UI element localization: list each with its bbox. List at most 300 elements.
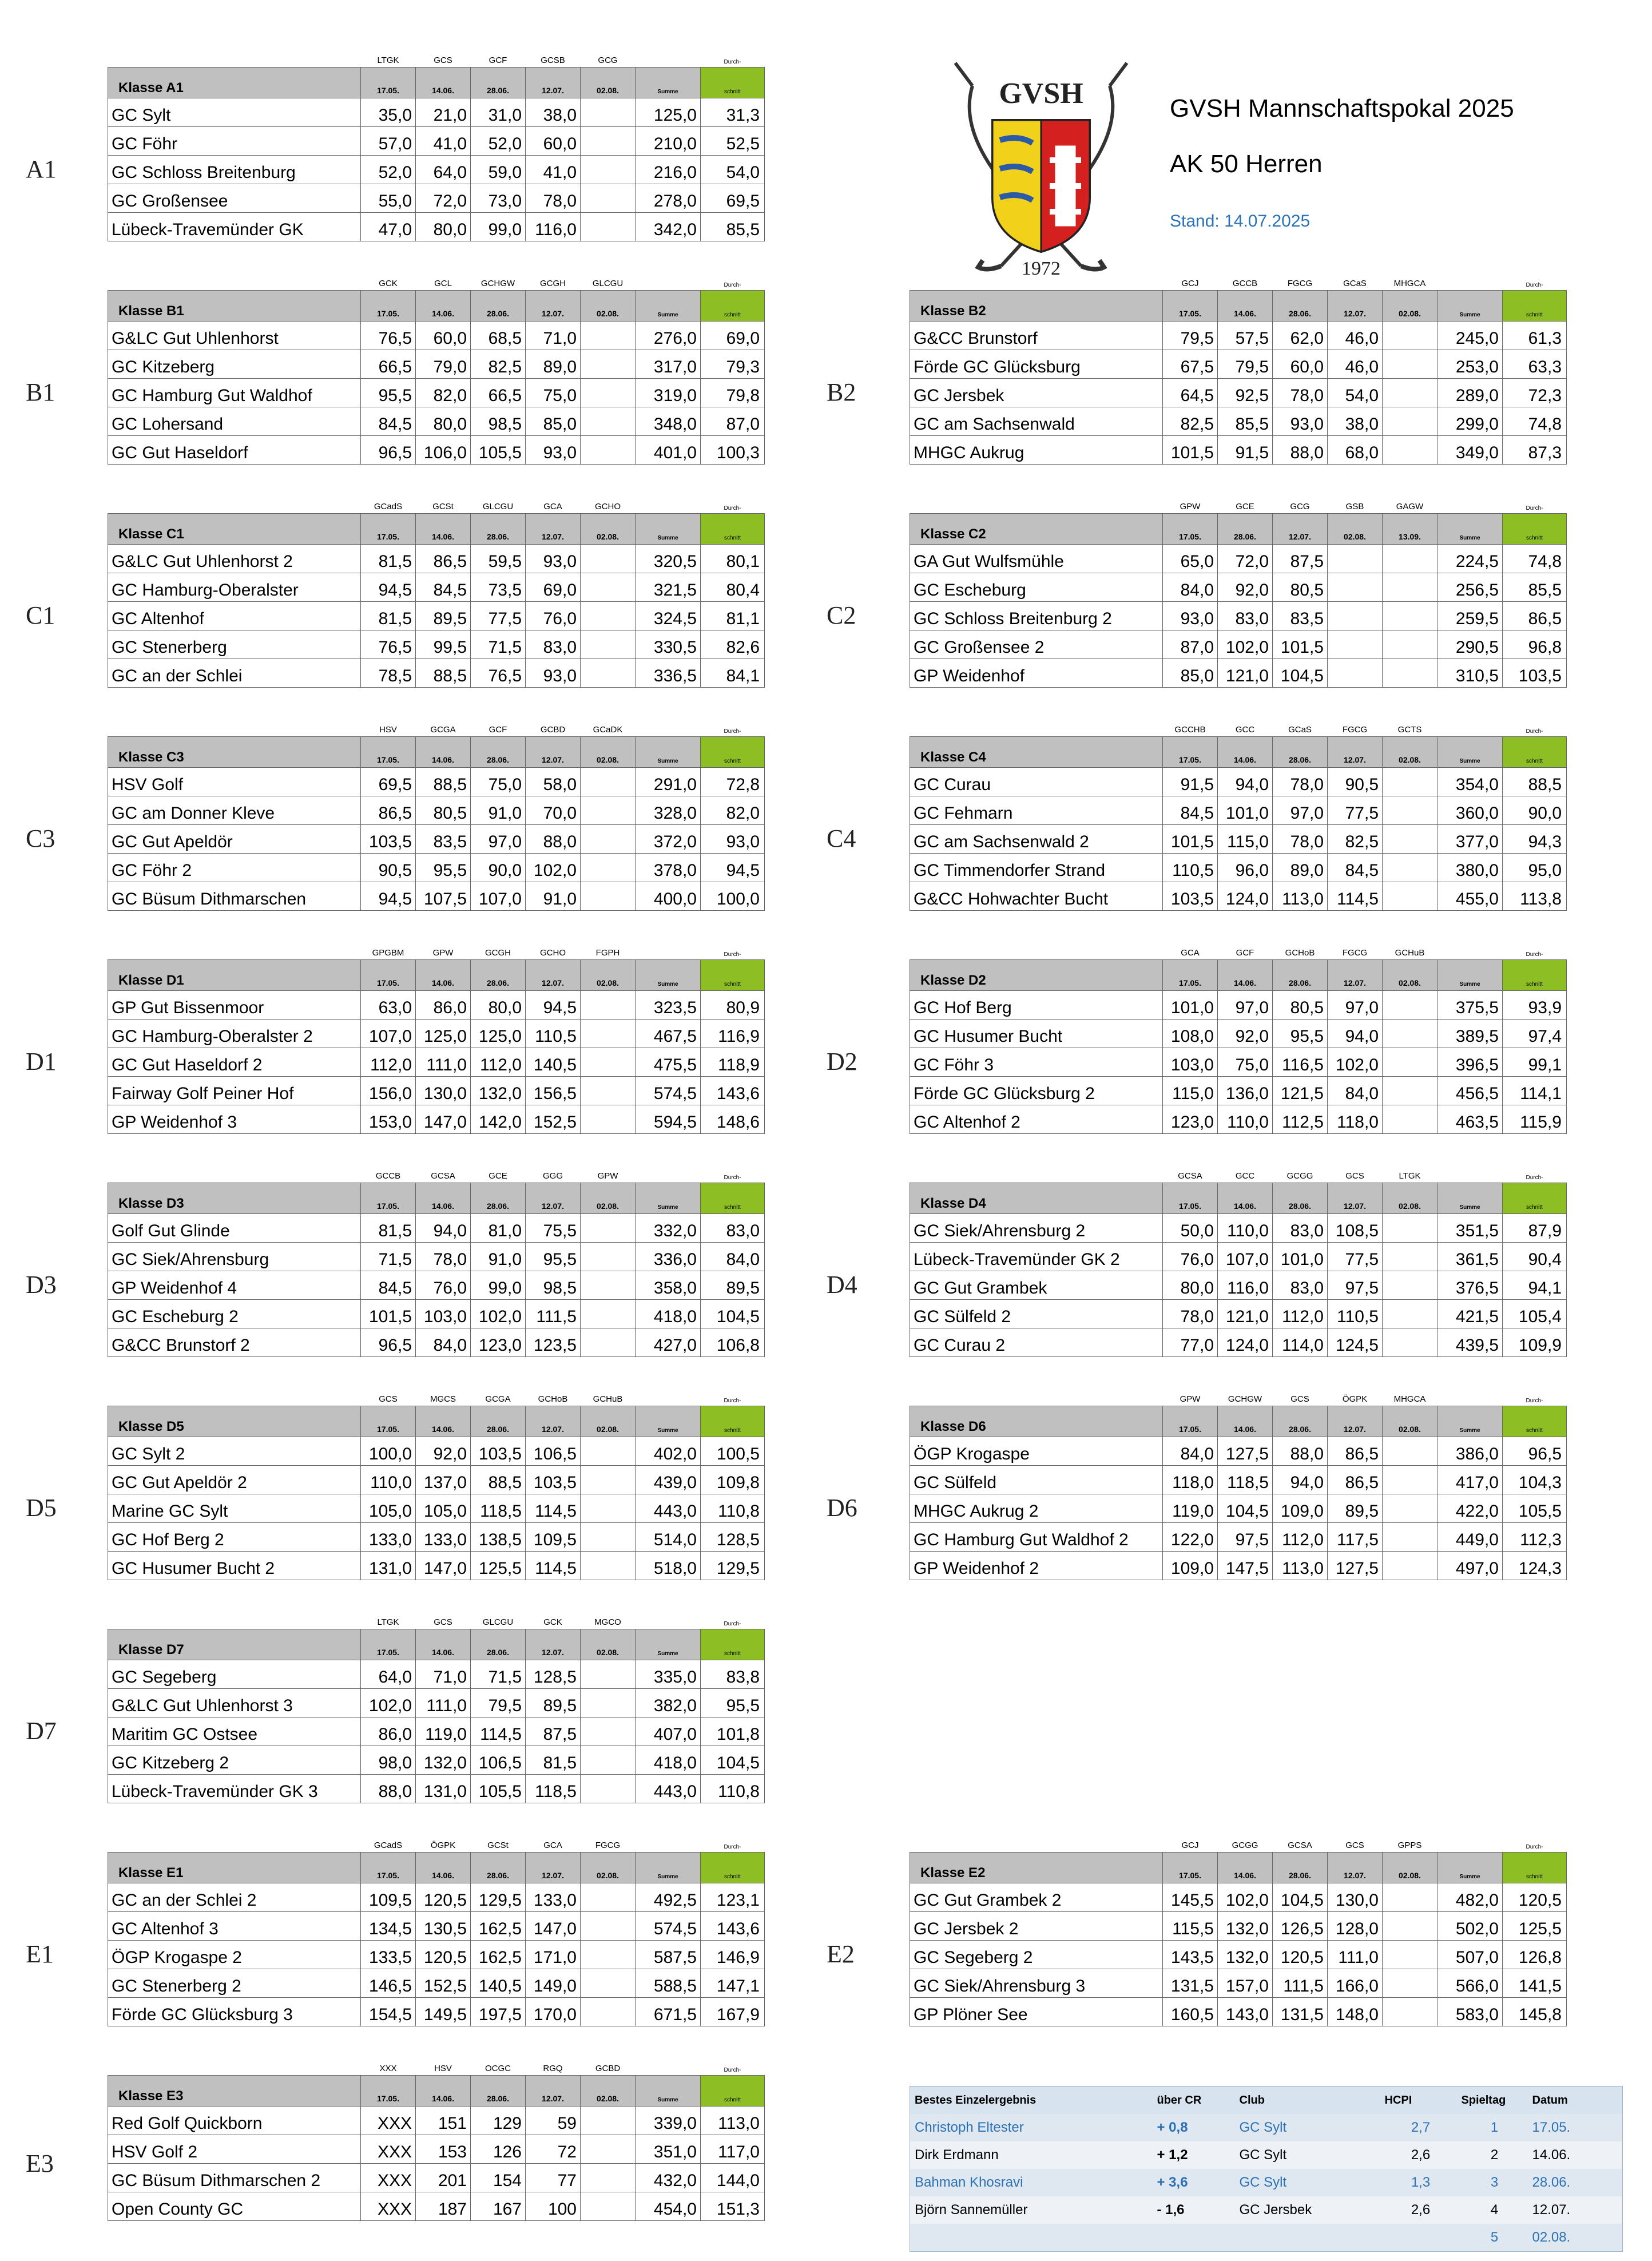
average: 89,5 xyxy=(701,1271,765,1300)
score xyxy=(1383,1998,1437,2026)
score: 120,5 xyxy=(416,1883,471,1912)
score: 78,0 xyxy=(1273,768,1328,796)
durch-label: Durch- xyxy=(724,728,741,735)
score: 84,0 xyxy=(416,1328,471,1357)
score: 71,5 xyxy=(471,630,526,659)
score: 89,0 xyxy=(526,350,581,379)
club-abbr: GCF xyxy=(489,55,507,65)
average: 83,8 xyxy=(701,1660,765,1689)
abbr-spacer xyxy=(1437,721,1503,737)
average: 95,5 xyxy=(701,1689,765,1717)
abbr-spacer xyxy=(636,1613,701,1629)
round-date: 14.06. xyxy=(416,737,471,768)
summe-header: Summe xyxy=(1437,1853,1503,1883)
score: 93,0 xyxy=(1273,407,1328,436)
team-name: GC Segeberg 2 xyxy=(910,1941,1163,1969)
round-date: 17.05. xyxy=(361,514,416,545)
sum: 449,0 xyxy=(1437,1523,1503,1552)
average: 109,8 xyxy=(701,1466,765,1494)
round-date: 14.06. xyxy=(416,1853,471,1883)
average: 143,6 xyxy=(701,1077,765,1105)
average: 96,5 xyxy=(1503,1437,1567,1466)
score: 73,5 xyxy=(471,573,526,602)
score: 80,5 xyxy=(416,796,471,825)
team-name: GC Großensee 2 xyxy=(910,630,1163,659)
score: 112,0 xyxy=(1273,1523,1328,1552)
sum: 330,5 xyxy=(636,630,701,659)
score xyxy=(581,1689,636,1717)
table-row xyxy=(108,2192,765,2221)
score: 116,0 xyxy=(526,213,581,241)
sum: 348,0 xyxy=(636,407,701,436)
abbr-spacer xyxy=(108,1613,361,1629)
score xyxy=(581,98,636,127)
score xyxy=(581,1328,636,1357)
round-date: 02.08. xyxy=(1383,291,1437,322)
abbr-spacer xyxy=(1437,944,1503,960)
score: 121,0 xyxy=(1218,1300,1273,1328)
score: 113,0 xyxy=(1273,1552,1328,1580)
score: 101,5 xyxy=(1163,436,1218,465)
team-name: GC Büsum Dithmarschen xyxy=(108,882,361,911)
score: 107,0 xyxy=(1218,1243,1273,1271)
table-row xyxy=(910,1523,1567,1552)
sum: 210,0 xyxy=(636,127,701,156)
team-name: GC Sylt xyxy=(108,98,361,127)
team-name: GC Schloss Breitenburg 2 xyxy=(910,602,1163,630)
score: 89,5 xyxy=(526,1689,581,1717)
round-date: 12.07. xyxy=(1328,960,1383,991)
table-row xyxy=(108,2107,765,2135)
average: 74,8 xyxy=(1503,545,1567,573)
average: 96,8 xyxy=(1503,630,1567,659)
club-abbr: GCSt xyxy=(432,502,454,511)
club-abbr: GCGH xyxy=(485,948,511,958)
standings-table-c4 xyxy=(910,721,1567,911)
club-abbr: GCBD xyxy=(595,2064,621,2073)
club-name xyxy=(1235,2224,1380,2252)
score: 147,0 xyxy=(526,1912,581,1941)
table-row xyxy=(108,1494,765,1523)
player-name: Bahman Khosravi xyxy=(910,2169,1153,2196)
table-row xyxy=(108,350,765,379)
score: 94,0 xyxy=(1273,1466,1328,1494)
score: 111,0 xyxy=(1328,1941,1383,1969)
score: 86,0 xyxy=(361,1717,416,1746)
score: 156,5 xyxy=(526,1077,581,1105)
club-abbr: GCCHB xyxy=(1174,725,1206,735)
score xyxy=(581,379,636,407)
club-abbr: ÖGPK xyxy=(1342,1394,1368,1404)
score: 126,5 xyxy=(1273,1912,1328,1941)
abbr-spacer xyxy=(636,1836,701,1853)
score: 77 xyxy=(526,2164,581,2192)
summe-header: Summe xyxy=(1437,291,1503,322)
team-name: GC Gut Apeldör xyxy=(108,825,361,854)
team-name: GC am Sachsenwald xyxy=(910,407,1163,436)
klasse-title: Klasse C2 xyxy=(910,514,1163,545)
average: 110,8 xyxy=(701,1775,765,1803)
score xyxy=(581,1105,636,1134)
table-row xyxy=(108,127,765,156)
average: 113,0 xyxy=(701,2107,765,2135)
score: 107,0 xyxy=(471,882,526,911)
durch-label: Durch- xyxy=(1526,1844,1543,1850)
table-row xyxy=(910,322,1567,350)
score: 86,5 xyxy=(1328,1466,1383,1494)
team-name: GC Hamburg Gut Waldhof 2 xyxy=(910,1523,1163,1552)
sum: 417,0 xyxy=(1437,1466,1503,1494)
round-date: 17.05. xyxy=(361,1406,416,1437)
sum: 389,5 xyxy=(1437,1020,1503,1048)
table-row xyxy=(108,630,765,659)
table-row xyxy=(108,1689,765,1717)
score: 82,0 xyxy=(416,379,471,407)
table-row xyxy=(108,1912,765,1941)
sum: 482,0 xyxy=(1437,1883,1503,1912)
score: 84,0 xyxy=(1163,573,1218,602)
average: 90,4 xyxy=(1503,1243,1567,1271)
score: 72 xyxy=(526,2135,581,2164)
score: 118,5 xyxy=(526,1775,581,1803)
sum: 289,0 xyxy=(1437,379,1503,407)
abbr-spacer xyxy=(108,1167,361,1183)
score: 108,5 xyxy=(1328,1214,1383,1243)
score: 103,5 xyxy=(361,825,416,854)
hcpi xyxy=(1380,2224,1457,2252)
score: 89,0 xyxy=(1273,854,1328,882)
team-name: G&CC Brunstorf xyxy=(910,322,1163,350)
team-name: MHGC Aukrug 2 xyxy=(910,1494,1163,1523)
sum: 401,0 xyxy=(636,436,701,465)
sum: 475,5 xyxy=(636,1048,701,1077)
score: 85,5 xyxy=(1218,407,1273,436)
round-date: 28.06. xyxy=(1218,514,1273,545)
score: 147,0 xyxy=(416,1105,471,1134)
score: 68,5 xyxy=(471,322,526,350)
abbr-spacer xyxy=(636,1167,701,1183)
score: 129 xyxy=(471,2107,526,2135)
club-abbr: GPW xyxy=(1180,502,1201,511)
round-date: 17.05. xyxy=(1163,960,1218,991)
score: 124,0 xyxy=(1218,1328,1273,1357)
round-date: 12.07. xyxy=(526,1629,581,1660)
score xyxy=(1383,991,1437,1020)
score xyxy=(1383,1883,1437,1912)
over-cr: + 1,2 xyxy=(1153,2141,1235,2169)
round-date: 12.07. xyxy=(1328,1183,1383,1214)
score: 86,0 xyxy=(416,991,471,1020)
round-date: 14.06. xyxy=(416,514,471,545)
datum: 02.08. xyxy=(1528,2224,1623,2252)
score: 106,0 xyxy=(416,436,471,465)
score xyxy=(1383,768,1437,796)
table-row xyxy=(108,407,765,436)
score: 109,5 xyxy=(361,1883,416,1912)
sum: 418,0 xyxy=(636,1746,701,1775)
average: 128,5 xyxy=(701,1523,765,1552)
round-date: 02.08. xyxy=(1383,960,1437,991)
score: 143,0 xyxy=(1218,1998,1273,2026)
score: 86,5 xyxy=(361,796,416,825)
table-row xyxy=(910,630,1567,659)
score: 103,5 xyxy=(526,1466,581,1494)
table-header-row xyxy=(108,68,765,98)
team-name: GC Fehmarn xyxy=(910,796,1163,825)
score: 94,5 xyxy=(361,573,416,602)
durch-label: Durch- xyxy=(1526,1175,1543,1181)
durch-label: Durch- xyxy=(724,1844,741,1850)
sum: 454,0 xyxy=(636,2192,701,2221)
table-row xyxy=(910,659,1567,688)
club-abbr: GCHuB xyxy=(1395,948,1425,958)
sum: 291,0 xyxy=(636,768,701,796)
average: 100,3 xyxy=(701,436,765,465)
team-name: GC Siek/Ahrensburg xyxy=(108,1243,361,1271)
club-abbr: GCSt xyxy=(487,1840,509,1850)
sum: 351,0 xyxy=(636,2135,701,2164)
average: 82,0 xyxy=(701,796,765,825)
summe-header: Summe xyxy=(636,68,701,98)
score: 130,0 xyxy=(416,1077,471,1105)
score: 85,0 xyxy=(1163,659,1218,688)
score: 76,5 xyxy=(361,322,416,350)
team-name: GC Jersbek 2 xyxy=(910,1912,1163,1941)
club-name: GC Sylt xyxy=(1235,2141,1380,2169)
score xyxy=(581,825,636,854)
group-label: E1 xyxy=(26,1940,54,1968)
table-header-row xyxy=(108,1183,765,1214)
best-header-cell: Spieltag xyxy=(1457,2087,1528,2115)
score: 35,0 xyxy=(361,98,416,127)
club-abbr: GSB xyxy=(1345,502,1364,511)
score: 112,0 xyxy=(471,1048,526,1077)
score: 84,0 xyxy=(1328,1077,1383,1105)
klasse-title: Klasse D3 xyxy=(108,1183,361,1214)
score xyxy=(581,1494,636,1523)
score: 77,5 xyxy=(1328,796,1383,825)
score xyxy=(1383,1271,1437,1300)
round-date: 14.06. xyxy=(1218,1406,1273,1437)
score xyxy=(1383,882,1437,911)
score: 115,0 xyxy=(1218,825,1273,854)
score: 119,0 xyxy=(1163,1494,1218,1523)
round-date: 12.07. xyxy=(1273,514,1328,545)
team-name: GC Curau xyxy=(910,768,1163,796)
durch-label: Durch- xyxy=(1526,282,1543,288)
table-row xyxy=(910,350,1567,379)
team-name: GC Husumer Bucht 2 xyxy=(108,1552,361,1580)
round-date: 02.08. xyxy=(1383,1406,1437,1437)
durch-label: Durch- xyxy=(1526,1398,1543,1404)
club-abbr: GCaS xyxy=(1343,279,1367,288)
standings-table-a1 xyxy=(108,51,765,241)
round-date: 28.06. xyxy=(471,1406,526,1437)
table-header-row xyxy=(108,1406,765,1437)
team-name: GP Weidenhof 4 xyxy=(108,1271,361,1300)
klasse-title: Klasse E3 xyxy=(108,2076,361,2107)
team-name: GC Hamburg-Oberalster 2 xyxy=(108,1020,361,1048)
table-header-row xyxy=(108,2076,765,2107)
score: 84,5 xyxy=(361,1271,416,1300)
durch-label: Durch- xyxy=(724,1398,741,1404)
score: 60,0 xyxy=(1273,350,1328,379)
score xyxy=(1328,602,1383,630)
group-label: C4 xyxy=(827,824,856,852)
klasse-title: Klasse B1 xyxy=(108,291,361,322)
sum: 245,0 xyxy=(1437,322,1503,350)
round-date: 12.07. xyxy=(526,514,581,545)
table-row xyxy=(108,573,765,602)
score: 93,0 xyxy=(526,659,581,688)
summe-header: Summe xyxy=(1437,960,1503,991)
score: 83,0 xyxy=(1273,1271,1328,1300)
schnitt-header: schnitt xyxy=(701,514,765,545)
score: 88,0 xyxy=(1273,1437,1328,1466)
club-abbr: GCCB xyxy=(375,1171,401,1181)
score: 85,0 xyxy=(526,407,581,436)
standings-table-e1 xyxy=(108,1836,765,2026)
club-abbr: LTGK xyxy=(1399,1171,1421,1181)
sum: 594,5 xyxy=(636,1105,701,1134)
score: 60,0 xyxy=(526,127,581,156)
score: 102,0 xyxy=(526,854,581,882)
sum: 386,0 xyxy=(1437,1437,1503,1466)
table-row xyxy=(910,882,1567,911)
table-row xyxy=(910,602,1567,630)
schnitt-header: schnitt xyxy=(1503,1183,1567,1214)
score: 97,5 xyxy=(1328,1271,1383,1300)
score: 95,5 xyxy=(361,379,416,407)
table-row xyxy=(910,854,1567,882)
score: 76,5 xyxy=(361,630,416,659)
score: 64,0 xyxy=(361,1660,416,1689)
score: 133,0 xyxy=(526,1883,581,1912)
table-row xyxy=(108,379,765,407)
club-abbr: GCaDK xyxy=(593,725,623,735)
score: 111,5 xyxy=(1273,1969,1328,1998)
score: 114,5 xyxy=(471,1717,526,1746)
round-date: 13.09. xyxy=(1383,514,1437,545)
round-date: 12.07. xyxy=(1328,1853,1383,1883)
round-date: 14.06. xyxy=(416,1183,471,1214)
club-abbr: GCG xyxy=(598,55,618,65)
score: 84,5 xyxy=(416,573,471,602)
team-name: GC Stenerberg 2 xyxy=(108,1969,361,1998)
club-abbr: RGQ xyxy=(543,2064,563,2073)
opponent-abbr-row xyxy=(108,1390,765,1406)
table-header-row xyxy=(910,514,1567,545)
team-name: GC an der Schlei xyxy=(108,659,361,688)
opponent-abbr-row xyxy=(910,1390,1567,1406)
score: 54,0 xyxy=(1328,379,1383,407)
club-abbr: GLCGU xyxy=(482,1617,514,1627)
table-header-row xyxy=(108,514,765,545)
club-abbr: GCF xyxy=(489,725,507,735)
score xyxy=(581,1969,636,1998)
average: 94,3 xyxy=(1503,825,1567,854)
round-date: 12.07. xyxy=(526,2076,581,2107)
score xyxy=(1383,379,1437,407)
score: 94,5 xyxy=(361,882,416,911)
summe-header: Summe xyxy=(636,2076,701,2107)
club-abbr: GCE xyxy=(1236,502,1254,511)
logo-year: 1972 xyxy=(1022,258,1061,279)
table-row xyxy=(108,2164,765,2192)
table-header-row xyxy=(910,291,1567,322)
score xyxy=(1383,1912,1437,1941)
best-header-cell: Bestes Einzelergebnis xyxy=(910,2087,1153,2115)
average: 100,0 xyxy=(701,882,765,911)
score: 197,5 xyxy=(471,1998,526,2026)
score: 80,5 xyxy=(1273,573,1328,602)
score: 124,0 xyxy=(1218,882,1273,911)
average: 87,9 xyxy=(1503,1214,1567,1243)
table-row xyxy=(108,1077,765,1105)
score: 118,0 xyxy=(1328,1105,1383,1134)
score: 109,5 xyxy=(526,1523,581,1552)
best-header-cell: über CR xyxy=(1153,2087,1235,2115)
schnitt-header: schnitt xyxy=(1503,291,1567,322)
score: 41,0 xyxy=(416,127,471,156)
average: 52,5 xyxy=(701,127,765,156)
group-label: E3 xyxy=(26,2149,54,2177)
club-abbr: GCHO xyxy=(540,948,566,958)
table-row xyxy=(108,1105,765,1134)
sum: 396,5 xyxy=(1437,1048,1503,1077)
group-label: D2 xyxy=(827,1048,857,1076)
score: 118,0 xyxy=(1163,1466,1218,1494)
team-name: GP Weidenhof 3 xyxy=(108,1105,361,1134)
klasse-title: Klasse C4 xyxy=(910,737,1163,768)
score: 80,0 xyxy=(416,213,471,241)
round-date: 17.05. xyxy=(361,1629,416,1660)
round-date: 02.08. xyxy=(1383,1853,1437,1883)
sum: 276,0 xyxy=(636,322,701,350)
sum: 671,5 xyxy=(636,1998,701,2026)
score: 92,0 xyxy=(1218,1020,1273,1048)
score: 110,0 xyxy=(361,1466,416,1494)
abbr-spacer xyxy=(636,1390,701,1406)
hcpi: 2,6 xyxy=(1380,2196,1457,2224)
score: 72,0 xyxy=(1218,545,1273,573)
klasse-title: Klasse D5 xyxy=(108,1406,361,1437)
sum: 443,0 xyxy=(636,1494,701,1523)
table-row xyxy=(910,545,1567,573)
opponent-abbr-row xyxy=(910,721,1567,737)
abbr-spacer xyxy=(910,275,1163,291)
score: 104,5 xyxy=(1273,1883,1328,1912)
sum: 583,0 xyxy=(1437,1998,1503,2026)
average: 84,1 xyxy=(701,659,765,688)
average: 109,9 xyxy=(1503,1328,1567,1357)
datum: 28.06. xyxy=(1528,2169,1623,2196)
opponent-abbr-row xyxy=(108,1167,765,1183)
average: 110,8 xyxy=(701,1494,765,1523)
score xyxy=(581,350,636,379)
score: 66,5 xyxy=(471,379,526,407)
summe-header: Summe xyxy=(636,291,701,322)
durch-label: Durch- xyxy=(724,1175,741,1181)
sum: 463,5 xyxy=(1437,1105,1503,1134)
score: 153,0 xyxy=(361,1105,416,1134)
score: 77,5 xyxy=(1328,1243,1383,1271)
score: 96,0 xyxy=(1218,854,1273,882)
group-label: D5 xyxy=(26,1494,57,1522)
abbr-spacer xyxy=(636,51,701,68)
team-name: GC Föhr 2 xyxy=(108,854,361,882)
score xyxy=(1383,1105,1437,1134)
